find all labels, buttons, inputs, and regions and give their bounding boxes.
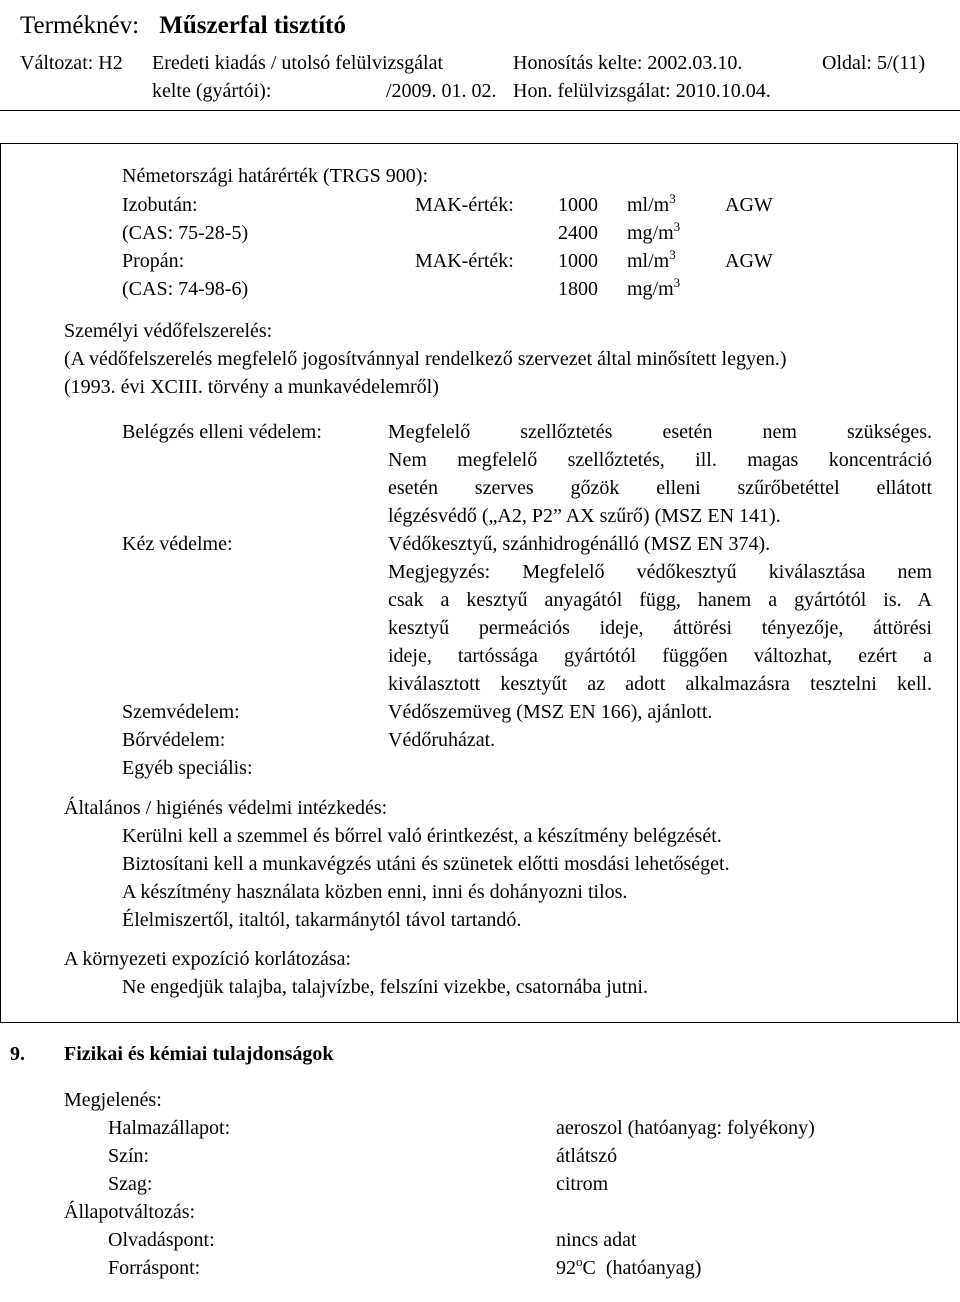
respiratory-text: légzésvédő („A2, P2” AX szűrő) (MSZ EN 141). <box>388 505 781 527</box>
product-name-heading <box>20 12 346 40</box>
version: Változat: H2 <box>20 52 123 74</box>
validation-date: Honosítás kelte: 2002.03.10. <box>513 52 743 74</box>
edition-date-label: kelte (gyártói): <box>152 80 272 102</box>
limit-name: (CAS: 74-98-6) <box>122 278 249 300</box>
respiratory-text: Nem megfelelő szellőztetés, ill. magas koncentráció <box>388 449 932 471</box>
limit-unit: $mg/m^3$ <box>627 219 681 244</box>
hand-text: kesztyű permeációs ideje, áttörési tényezője, áttörési <box>388 617 932 639</box>
limit-value: 2400 <box>558 222 598 244</box>
product-label: Terméknév: <box>20 12 140 39</box>
hand-text: kiválasztott kesztyűt az adott alkalmazásra tesztelni kell. <box>388 673 932 695</box>
ppe-note: (A védőfelszerelés megfelelő jogosítvánnyal rendelkező szervezet által minősített legyen.) <box>64 348 787 370</box>
limit-unit: $mg/m^3$ <box>627 275 681 300</box>
limit-unit: $ml/m^3$ <box>627 247 676 272</box>
respiratory-label: Belégzés elleni védelem: <box>122 421 322 443</box>
eye-text: Védőszemüveg (MSZ EN 166), ajánlott. <box>388 701 713 723</box>
state-value: aeroszol (hatóanyag: folyékony) <box>556 1117 815 1139</box>
hand-text: ideje, tartóssága gyártótól függően változhat, ezért a <box>388 645 932 667</box>
color-value: átlátszó <box>556 1145 618 1167</box>
respiratory-text: esetén szerves gőzök elleni szűrőbetéttel ellátott <box>388 477 932 499</box>
hand-label: Kéz védelme: <box>122 533 233 555</box>
ppe-law: (1993. évi XCIII. törvény a munkavédelemről) <box>64 376 439 398</box>
product-name: Műszerfal tisztító <box>159 12 347 39</box>
odor-value: citrom <box>556 1173 609 1195</box>
header-divider <box>0 110 960 111</box>
hygiene-line: Élelmiszertől, italtól, takarmánytól távol tartandó. <box>122 909 522 931</box>
limit-name: Izobután: <box>122 194 198 216</box>
edition-date: /2009. 01. 02. <box>386 80 497 102</box>
limit-type: MAK-érték: <box>415 194 514 216</box>
hand-text: Védőkesztyű, szánhidrogénálló (MSZ EN 374). <box>388 533 771 555</box>
respiratory-text: Megfelelő szellőztetés esetén nem szükséges. <box>388 421 932 443</box>
limit-unit: $ml/m^3$ <box>627 191 676 216</box>
section-divider <box>0 1022 960 1023</box>
limits-title: Németországi határérték (TRGS 900): <box>122 165 429 187</box>
hygiene-line: A készítmény használata közben enni, inni és dohányozni tilos. <box>122 881 628 903</box>
skin-label: Bőrvédelem: <box>122 729 226 751</box>
skin-text: Védőruházat. <box>388 729 496 751</box>
change-label: Állapotváltozás: <box>64 1201 196 1223</box>
page-number: Oldal: 5/(11) <box>822 52 926 74</box>
ppe-title: Személyi védőfelszerelés: <box>64 320 273 342</box>
edition: Eredeti kiadás / utolsó felülvizsgálat <box>152 52 444 74</box>
hand-text: Megjegyzés: Megfelelő védőkesztyű kiválasztása nem <box>388 561 932 583</box>
environment-text: Ne engedjük talajba, talajvízbe, felszíni vizekbe, csatornába jutni. <box>122 976 648 998</box>
limit-value: 1800 <box>558 278 598 300</box>
boiling-label: Forráspont: <box>108 1257 201 1279</box>
state-label: Halmazállapot: <box>108 1117 231 1139</box>
hygiene-title: Általános / higiénés védelmi intézkedés: <box>64 797 388 819</box>
melting-value: nincs adat <box>556 1229 637 1251</box>
limit-name: (CAS: 75-28-5) <box>122 222 249 244</box>
environment-title: A környezeti expozíció korlátozása: <box>64 948 352 970</box>
odor-label: Szag: <box>108 1173 153 1195</box>
limit-tag: AGW <box>725 250 773 272</box>
limit-type: MAK-érték: <box>415 250 514 272</box>
melting-label: Olvadáspont: <box>108 1229 215 1251</box>
other-label: Egyéb speciális: <box>122 757 253 779</box>
boiling-value: 92$^o$C (hatóanyag) <box>556 1254 702 1279</box>
validation-review: Hon. felülvizsgálat: 2010.10.04. <box>513 80 771 102</box>
limit-value: 1000 <box>558 250 598 272</box>
hand-text: csak a kesztyű anyagától függ, hanem a gyártótól is. A <box>388 589 932 611</box>
limit-value: 1000 <box>558 194 598 216</box>
eye-label: Szemvédelem: <box>122 701 240 723</box>
limit-name: Propán: <box>122 250 185 272</box>
limit-tag: AGW <box>725 194 773 216</box>
section-title: Fizikai és kémiai tulajdonságok <box>64 1043 334 1065</box>
appearance-label: Megjelenés: <box>64 1089 162 1111</box>
section-number: 9. <box>10 1043 25 1065</box>
hygiene-line: Kerülni kell a szemmel és bőrrel való érintkezést, a készítmény belégzését. <box>122 825 722 847</box>
color-label: Szín: <box>108 1145 150 1167</box>
hygiene-line: Biztosítani kell a munkavégzés utáni és szünetek előtti mosdási lehetőséget. <box>122 853 730 875</box>
